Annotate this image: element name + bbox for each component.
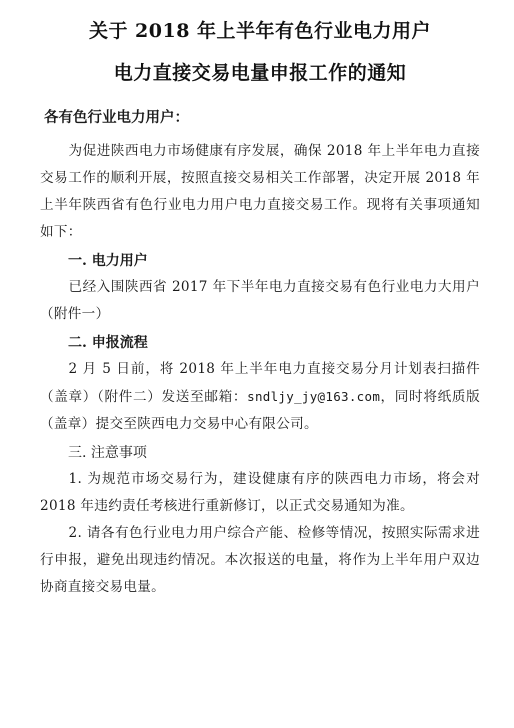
document-title-line-2: 电力直接交易电量申报工作的通知: [113, 62, 407, 84]
email-address: sndljy_jy@163.com: [247, 389, 381, 404]
section-2-body-part-1: 2 月 5 日前，将 2018 年上半年电力直接交易分月计划表扫描件（盖章）（附件二）发送至邮箱：: [40, 361, 480, 405]
section-2-body: [40, 356, 480, 438]
section-1-body: 已经入围陕西省 2017 年下半年电力直接交易有色行业电力大用户（附件一）: [40, 279, 480, 322]
salutation: 各有色行业电力用户：: [44, 109, 189, 126]
section-1-heading: 一. 电力用户: [68, 253, 148, 269]
section-3-item-2: 2. 请各有色行业电力用户综合产能、检修等情况，按照实际需求进行申报，避免出现违约情况。本次报送的电量，将作为上半年用户双边协商直接交易电量。: [40, 525, 480, 595]
intro-paragraph: 为促进陕西电力市场健康有序发展，确保 2018 年上半年电力直接交易工作的顺利开展，按照直接交易相关工作部署，决定开展 2018 年上半年陕西省有色行业电力用户电力直接交易工作。现将有关事项通知如下：: [40, 143, 480, 240]
section-2-heading: 二. 申报流程: [68, 335, 148, 351]
section-3-item-1: 1. 为规范市场交易行为，建设健康有序的陕西电力市场，将会对 2018 年违约责任考核进行重新修订，以正式交易通知为准。: [40, 471, 480, 514]
section-2-body-part-2: ，同时将纸质版（盖章）提交至陕西电力交易中心有限公司。: [40, 389, 480, 432]
document-title-line-1: 关于 2018 年上半年有色行业电力用户: [88, 20, 432, 42]
section-3-heading: 三. 注意事项: [68, 445, 147, 461]
